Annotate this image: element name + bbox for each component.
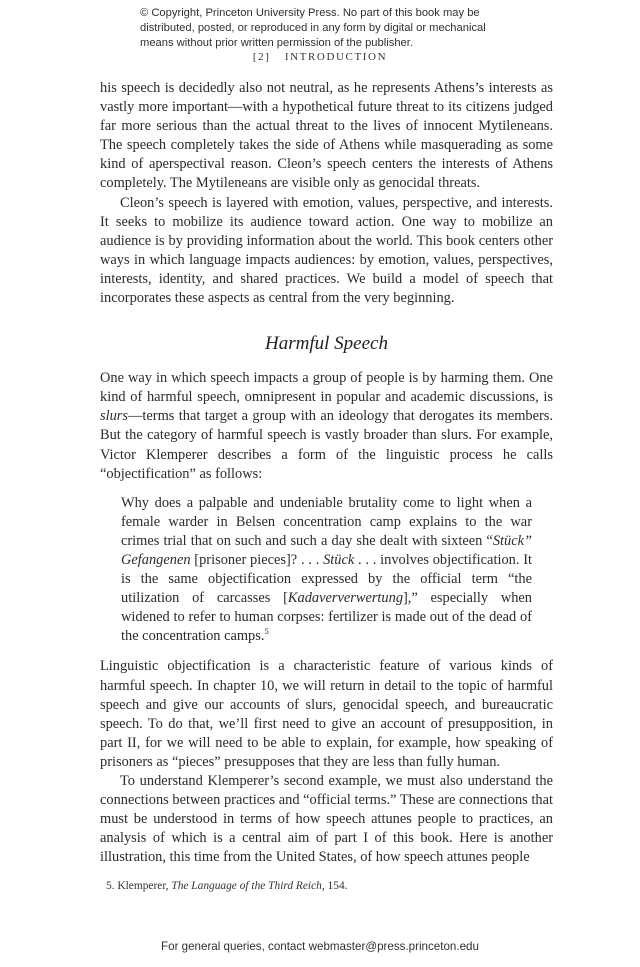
italic-term: Stück [323, 551, 355, 568]
text-run: Why does a palpable and undeniable brutality come to light when a female warder in Belsen concentration camp explains to the war crimes trial that on such and such a day she dealt with sixteen “ [121, 494, 532, 549]
footnote-pages: , 154. [321, 880, 348, 892]
italic-term: Kadaververwertung [287, 590, 404, 607]
body-text [100, 79, 553, 867]
section-heading: Harmful Speech [265, 333, 388, 355]
paragraph: To understand Klemperer’s second example, we must also understand the connections between practices and “official terms.” These are connections that must be understood in terms of how speech attunes people to practices, an analysis of which is a central aim of part I of this book. Here is another illustration, this time from the United States, of how speech attunes people [100, 773, 553, 866]
text-run: [prisoner pieces]? . . . [190, 551, 324, 568]
text-run: . . . involves objectification. It is the same objectification expressed by the official term “the utilization of carcasses [ [121, 551, 532, 607]
footnote [106, 879, 556, 894]
italic-term: slurs [100, 408, 128, 425]
running-head [0, 51, 640, 63]
footnote-author: Klemperer, [117, 880, 169, 892]
footnote-title: The Language of the Third Reich [171, 880, 322, 892]
text-run: One way in which speech impacts a group of people is by harming them. One kind of harmful speech, omnipresent in popular and academic discussions, is [100, 370, 553, 406]
paragraph: Cleon’s speech is layered with emotion, values, perspective, and interests. It seeks to mobilize its audience toward action. One way to mobilize an audience is by providing information about the world. This book centers other ways in which language impacts audiences: by emotion, values, perspectives, interests, identity, and shared practices. We build a model of speech that incorporates these aspects as central from the very beginning. [100, 194, 553, 307]
paragraph: Linguistic objectification is a characteristic feature of various kinds of harmful speech. In chapter 10, we will return in detail to the topic of harmful speech and give our accounts of slurs, genocidal speech, and bureaucratic speech. To do that, we’ll first need to give an account of presupposition, in part II, for we will need to be able to explain, for example, how speaking of prisoners as “pieces” presupposes that they are less than fully human. [100, 658, 553, 770]
paragraph: his speech is decidedly also not neutral, as he represents Athens’s interests as vastly more important—with a hypothetical future threat to its citizens judged far more serious than the actual threat to the lives of innocent Mytileneans. The speech completely takes the side of Athens while masquerading as some kind of aperspectival reason. Cleon’s speech centers the interests of Athens completely. The Mytileneans are visible only as genocidal threats. [100, 80, 553, 192]
text-run: ],” especially when widened to refer to human corpses: fertilizer is made out of the dead of the concentration camps. [121, 590, 532, 645]
quote-text [121, 494, 532, 647]
footer-contact: For general queries, contact webmaster@press.princeton.edu [161, 940, 479, 953]
italic-term: Stück” Gefangenen [121, 532, 532, 568]
paragraph [100, 369, 553, 484]
page-number: [2] [252, 51, 271, 63]
text-run: —terms that target a group with an ideology that derogates its members. But the category of harmful speech is vastly broader than slurs. For example, Victor Klemperer describes a form of the linguistic process he calls “objectification” as follows: [100, 408, 553, 482]
footnote-ref[interactable]: 5 [264, 626, 269, 637]
chapter-title: INTRODUCTION [284, 51, 388, 63]
block-quote [121, 494, 532, 647]
footnote-number: 5. [106, 880, 115, 892]
copyright-notice: © Copyright, Princeton University Press. No part of this book may be distributed, posted, or reproduced in any form by digital or mechanical means without prior written permission of the publisher. [140, 7, 486, 49]
